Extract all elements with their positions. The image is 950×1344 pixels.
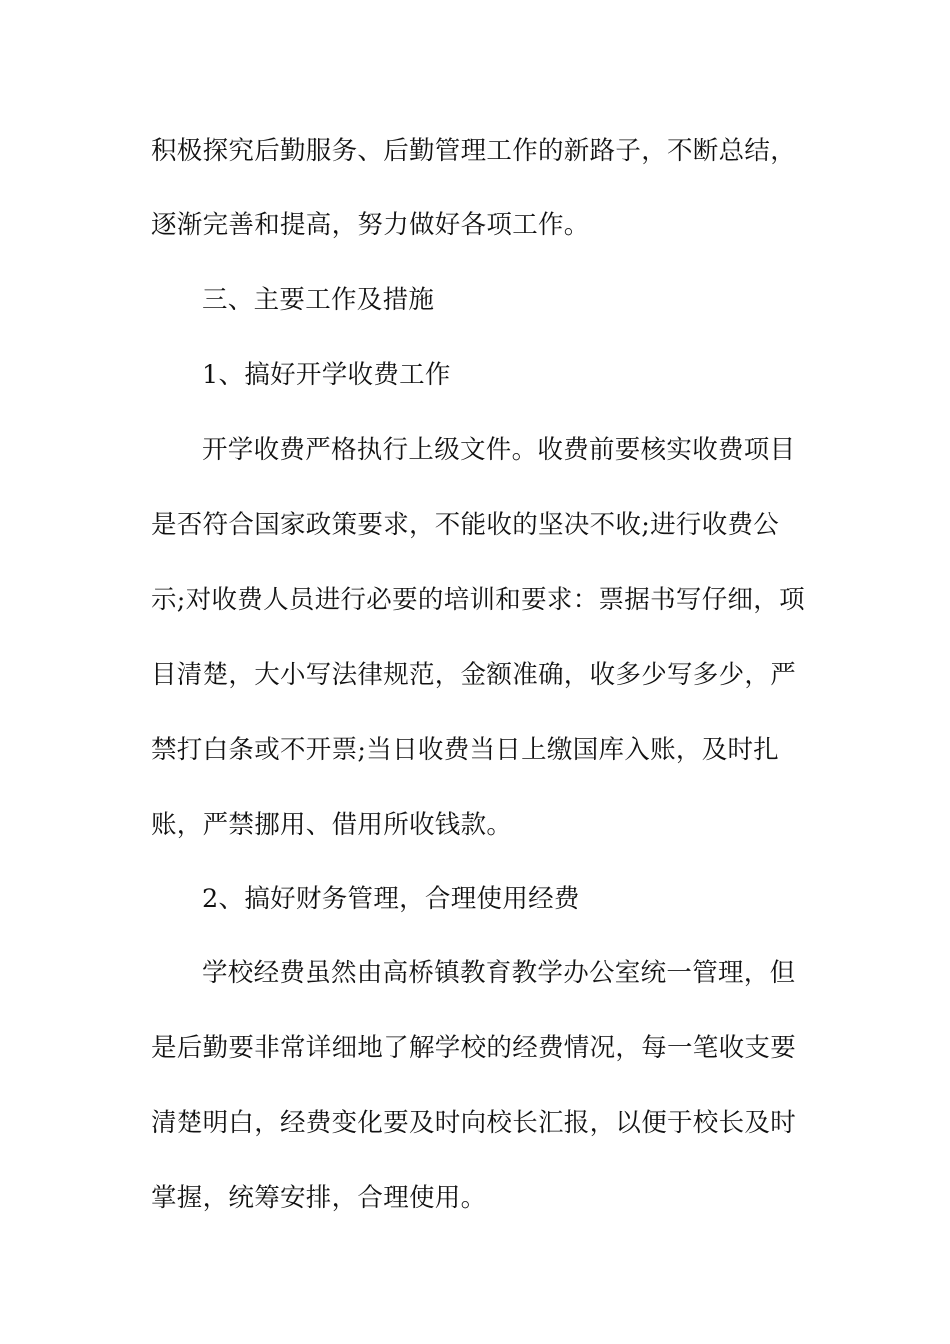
paragraph-line: 学校经费虽然由高桥镇教育教学办公室统一管理，但 bbox=[202, 958, 796, 988]
paragraph-line: 积极探究后勤服务、后勤管理工作的新路子，不断总结， bbox=[151, 136, 797, 166]
section-heading: 三、主要工作及措施 bbox=[202, 285, 435, 315]
paragraph-line: 掌握，统筹安排，合理使用。 bbox=[151, 1183, 487, 1213]
subsection-heading: 2、搞好财务管理，合理使用经费 bbox=[202, 884, 580, 914]
paragraph-line: 清楚明白，经费变化要及时向校长汇报，以便于校长及时 bbox=[151, 1108, 797, 1138]
subsection-heading: 1、搞好开学收费工作 bbox=[202, 360, 451, 390]
paragraph-line: 是后勤要非常详细地了解学校的经费情况，每一笔收支要 bbox=[151, 1033, 797, 1063]
paragraph-line: 账，严禁挪用、借用所收钱款。 bbox=[151, 810, 513, 840]
paragraph-line: 开学收费严格执行上级文件。收费前要核实收费项目 bbox=[202, 435, 796, 465]
paragraph-line: 是否符合国家政策要求，不能收的坚决不收;进行收费公 bbox=[151, 510, 780, 540]
paragraph-line: 示;对收费人员进行必要的培训和要求：票据书写仔细，项 bbox=[151, 585, 805, 615]
paragraph-line: 逐渐完善和提高，努力做好各项工作。 bbox=[151, 210, 590, 240]
paragraph-line: 目清楚，大小写法律规范，金额准确，收多少写多少，严 bbox=[151, 660, 797, 690]
paragraph-line: 禁打白条或不开票;当日收费当日上缴国库入账，及时扎 bbox=[151, 735, 780, 765]
